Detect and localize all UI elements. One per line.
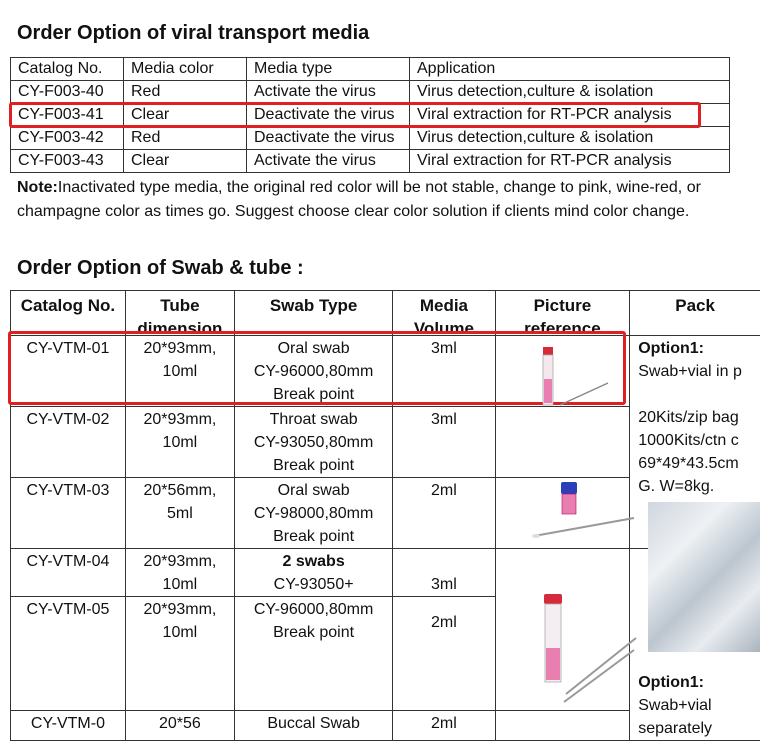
table-row xyxy=(11,150,730,173)
cell-tube: 20*56mm, 5ml xyxy=(125,478,234,549)
highlight-box-cy-f003-41 xyxy=(9,102,701,128)
header-picture-reference: Picture reference xyxy=(495,291,630,336)
cell-application: Virus detection,culture & isolation xyxy=(410,127,730,150)
cell-swab: Throat swab CY-93050,80mm Break point xyxy=(234,407,392,478)
cell-type: Deactivate the virus xyxy=(247,104,410,127)
cell-media: 2ml xyxy=(393,711,495,741)
header-catalog: Catalog No. xyxy=(11,291,126,336)
cell-tube: 20*93mm, 10ml xyxy=(125,407,234,478)
header-application: Application xyxy=(410,58,730,81)
cell-picture xyxy=(495,711,630,741)
note-label: Note: xyxy=(17,179,58,196)
cell-catalog: CY-F003-41 xyxy=(11,104,124,127)
cell-catalog: CY-VTM-0 xyxy=(11,711,126,741)
cell-application: Virus detection,culture & isolation xyxy=(410,81,730,104)
tube-10ml-image xyxy=(530,343,620,409)
cell-application: Viral extraction for RT-PCR analysis xyxy=(410,104,730,127)
cell-color: Red xyxy=(124,127,247,150)
cell-color: Clear xyxy=(124,150,247,173)
cell-media: 3ml xyxy=(393,407,495,478)
cell-application: Viral extraction for RT-PCR analysis xyxy=(410,150,730,173)
cell-media: 2ml xyxy=(393,597,495,711)
cell-catalog: CY-VTM-03 xyxy=(11,478,126,549)
cell-catalog: CY-F003-40 xyxy=(11,81,124,104)
cell-type: Activate the virus xyxy=(247,150,410,173)
cell-color: Red xyxy=(124,81,247,104)
cell-swab: Oral swab CY-98000,80mm Break point xyxy=(234,478,392,549)
header-media-volume: Media Volume xyxy=(393,291,495,336)
cell-swab: CY-96000,80mm Break point xyxy=(234,597,392,711)
cell-media: 3ml xyxy=(393,336,495,407)
header-media-color: Media color xyxy=(124,58,247,81)
cell-pack-option1b: Option1: Swab+vial separately xyxy=(630,549,760,741)
cell-catalog: CY-VTM-02 xyxy=(11,407,126,478)
header-tube-dimension: Tube dimension xyxy=(125,291,234,336)
swab-section-title: Order Option of Swab & tube : xyxy=(17,257,304,280)
cell-tube: 20*56 xyxy=(125,711,234,741)
cell-pack-option1: Option1: Swab+vial in p 20Kits/zip bag 1000Kits/ctn c 69*49*43.5cm G. W=8kg. xyxy=(630,336,760,549)
note-line-1: Inactivated type media, the original red color will be not stable, change to pink, wine-red, or xyxy=(58,179,701,196)
header-catalog: Catalog No. xyxy=(11,58,124,81)
packaging-bags-image xyxy=(648,502,760,652)
cell-type: Activate the virus xyxy=(247,81,410,104)
cell-swab: 2 swabs CY-93050+ xyxy=(234,549,392,597)
header-media-type: Media type xyxy=(247,58,410,81)
cell-catalog: CY-F003-43 xyxy=(11,150,124,173)
header-pack: Pack xyxy=(630,291,760,336)
cell-media: 2ml xyxy=(393,478,495,549)
table-row xyxy=(11,81,730,104)
cell-tube: 20*93mm, 10ml xyxy=(125,336,234,407)
tube-5ml-image xyxy=(530,478,638,542)
cell-catalog: CY-VTM-05 xyxy=(11,597,126,711)
table-row xyxy=(11,127,730,150)
note-line-2: champagne color as times go. Suggest choose clear color solution if clients mind color change. xyxy=(17,200,760,224)
cell-tube: 20*93mm, 10ml xyxy=(125,597,234,711)
cell-swab: Oral swab CY-96000,80mm Break point xyxy=(234,336,392,407)
cell-catalog: CY-VTM-04 xyxy=(11,549,126,597)
cell-catalog: CY-F003-42 xyxy=(11,127,124,150)
cell-type: Deactivate the virus xyxy=(247,127,410,150)
vtm-section-title: Order Option of viral transport media xyxy=(17,22,369,45)
cell-media: 3ml xyxy=(393,549,495,597)
swab-table-header xyxy=(11,291,760,336)
vtm-note xyxy=(17,176,760,224)
cell-picture xyxy=(495,407,630,478)
cell-swab: Buccal Swab xyxy=(234,711,392,741)
cell-catalog: CY-VTM-01 xyxy=(11,336,126,407)
cell-tube: 20*93mm, 10ml xyxy=(125,549,234,597)
cell-color: Clear xyxy=(124,104,247,127)
header-swab-type: Swab Type xyxy=(234,291,392,336)
tube-2swabs-image xyxy=(530,590,638,708)
vtm-table-header xyxy=(11,58,730,81)
